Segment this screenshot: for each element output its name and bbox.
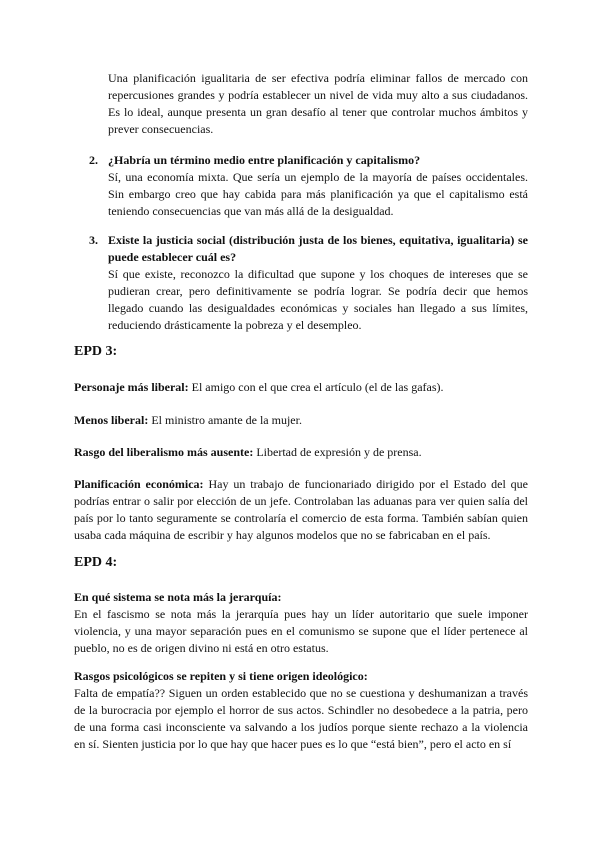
item-label: Personaje más liberal: <box>74 380 189 394</box>
question-answer: Sí que existe, reconozco la dificultad que supone y los choques de intereses que se pudieran crear, pero definitivamente se podría lograr. Se podría decir que hemos llegado cuando las desigualdades económicas y sociales han llegado a sus límites, reduciendo drásticamente la pobreza y el desempleo. <box>108 267 528 332</box>
epd3-item-absent-trait <box>74 444 528 461</box>
epd3-item-most-liberal <box>74 379 528 396</box>
section-title: Rasgos psicológicos se repiten y si tiene origen ideológico: <box>74 669 368 683</box>
question-title: Existe la justicia social (distribución justa de los bienes, equitativa, igualitaria) se puede establecer cuál es? <box>108 233 528 264</box>
section-title: En qué sistema se nota más la jerarquía: <box>74 590 282 604</box>
item-label: Rasgo del liberalismo más ausente: <box>74 445 254 459</box>
epd3-item-economic-planning <box>74 476 528 544</box>
epd4-section-hierarchy <box>74 589 528 657</box>
item-label: Planificación económica: <box>74 477 204 491</box>
question-answer: Sí, una economía mixta. Que sería un ejemplo de la mayoría de países occidentales. Sin embargo creo que hay cabida para más planificación ya que el capitalismo está teniendo consecuencias que van más allá de la desigualdad. <box>108 170 528 218</box>
epd4-section-psychological-traits <box>74 668 528 753</box>
item-text: Hay un trabajo de funcionariado dirigido por el Estado del que podrías entrar o salir por elección de un jefe. Controlaban las aduanas para ver quien salía del país por lo tanto seguramente se controlaría el comercio de esta forma. También sabían quien usaba cada máquina de escribir y hay algunos modelos que no se fabricaban en el país. <box>74 477 529 542</box>
epd3-item-least-liberal <box>74 412 528 429</box>
item-text: Libertad de expresión y de prensa. <box>253 445 422 459</box>
question-title: ¿Habría un término medio entre planificación y capitalismo? <box>108 153 421 167</box>
intro-paragraph: Una planificación igualitaria de ser efectiva podría eliminar fallos de mercado con repercusiones grandes y podría establecer un nivel de vida muy alto a sus ciudadanos. Es lo ideal, aunque presenta un gran desafío al tener que controlar muchos ámbitos y prever consecuencias. <box>108 71 528 136</box>
section-heading-epd3: EPD 3: <box>74 344 118 359</box>
item-label: Menos liberal: <box>74 413 149 427</box>
question-number: 2. <box>89 153 98 167</box>
question-item-2 <box>89 152 528 220</box>
item-text: El amigo con el que crea el artículo (el de las gafas). <box>188 380 444 394</box>
section-text: En el fascismo se nota más la jerarquía pues hay un líder autoritario que suele imponer violencia, y una mayor separación pues en el comunismo se supone que el líder pertenece al pueblo, no es de origen divino ni está en otro estatus. <box>74 607 528 655</box>
question-number: 3. <box>89 233 98 247</box>
section-text: Falta de empatía?? Siguen un orden establecido que no se cuestiona y deshumanizan a través de la burocracia por ejemplo el horror de sus actos. Schindler no desobedece a la patria, pero de una forma casi inconsciente va salvando a los judíos porque siente rechazo a la violencia en sí. Sienten justicia por lo que hay que hacer pues es lo que “está bien”, pero el acto en sí <box>74 686 528 751</box>
item-text: El ministro amante de la mujer. <box>148 413 302 427</box>
section-heading-epd4: EPD 4: <box>74 555 118 570</box>
question-item-3 <box>89 232 528 334</box>
